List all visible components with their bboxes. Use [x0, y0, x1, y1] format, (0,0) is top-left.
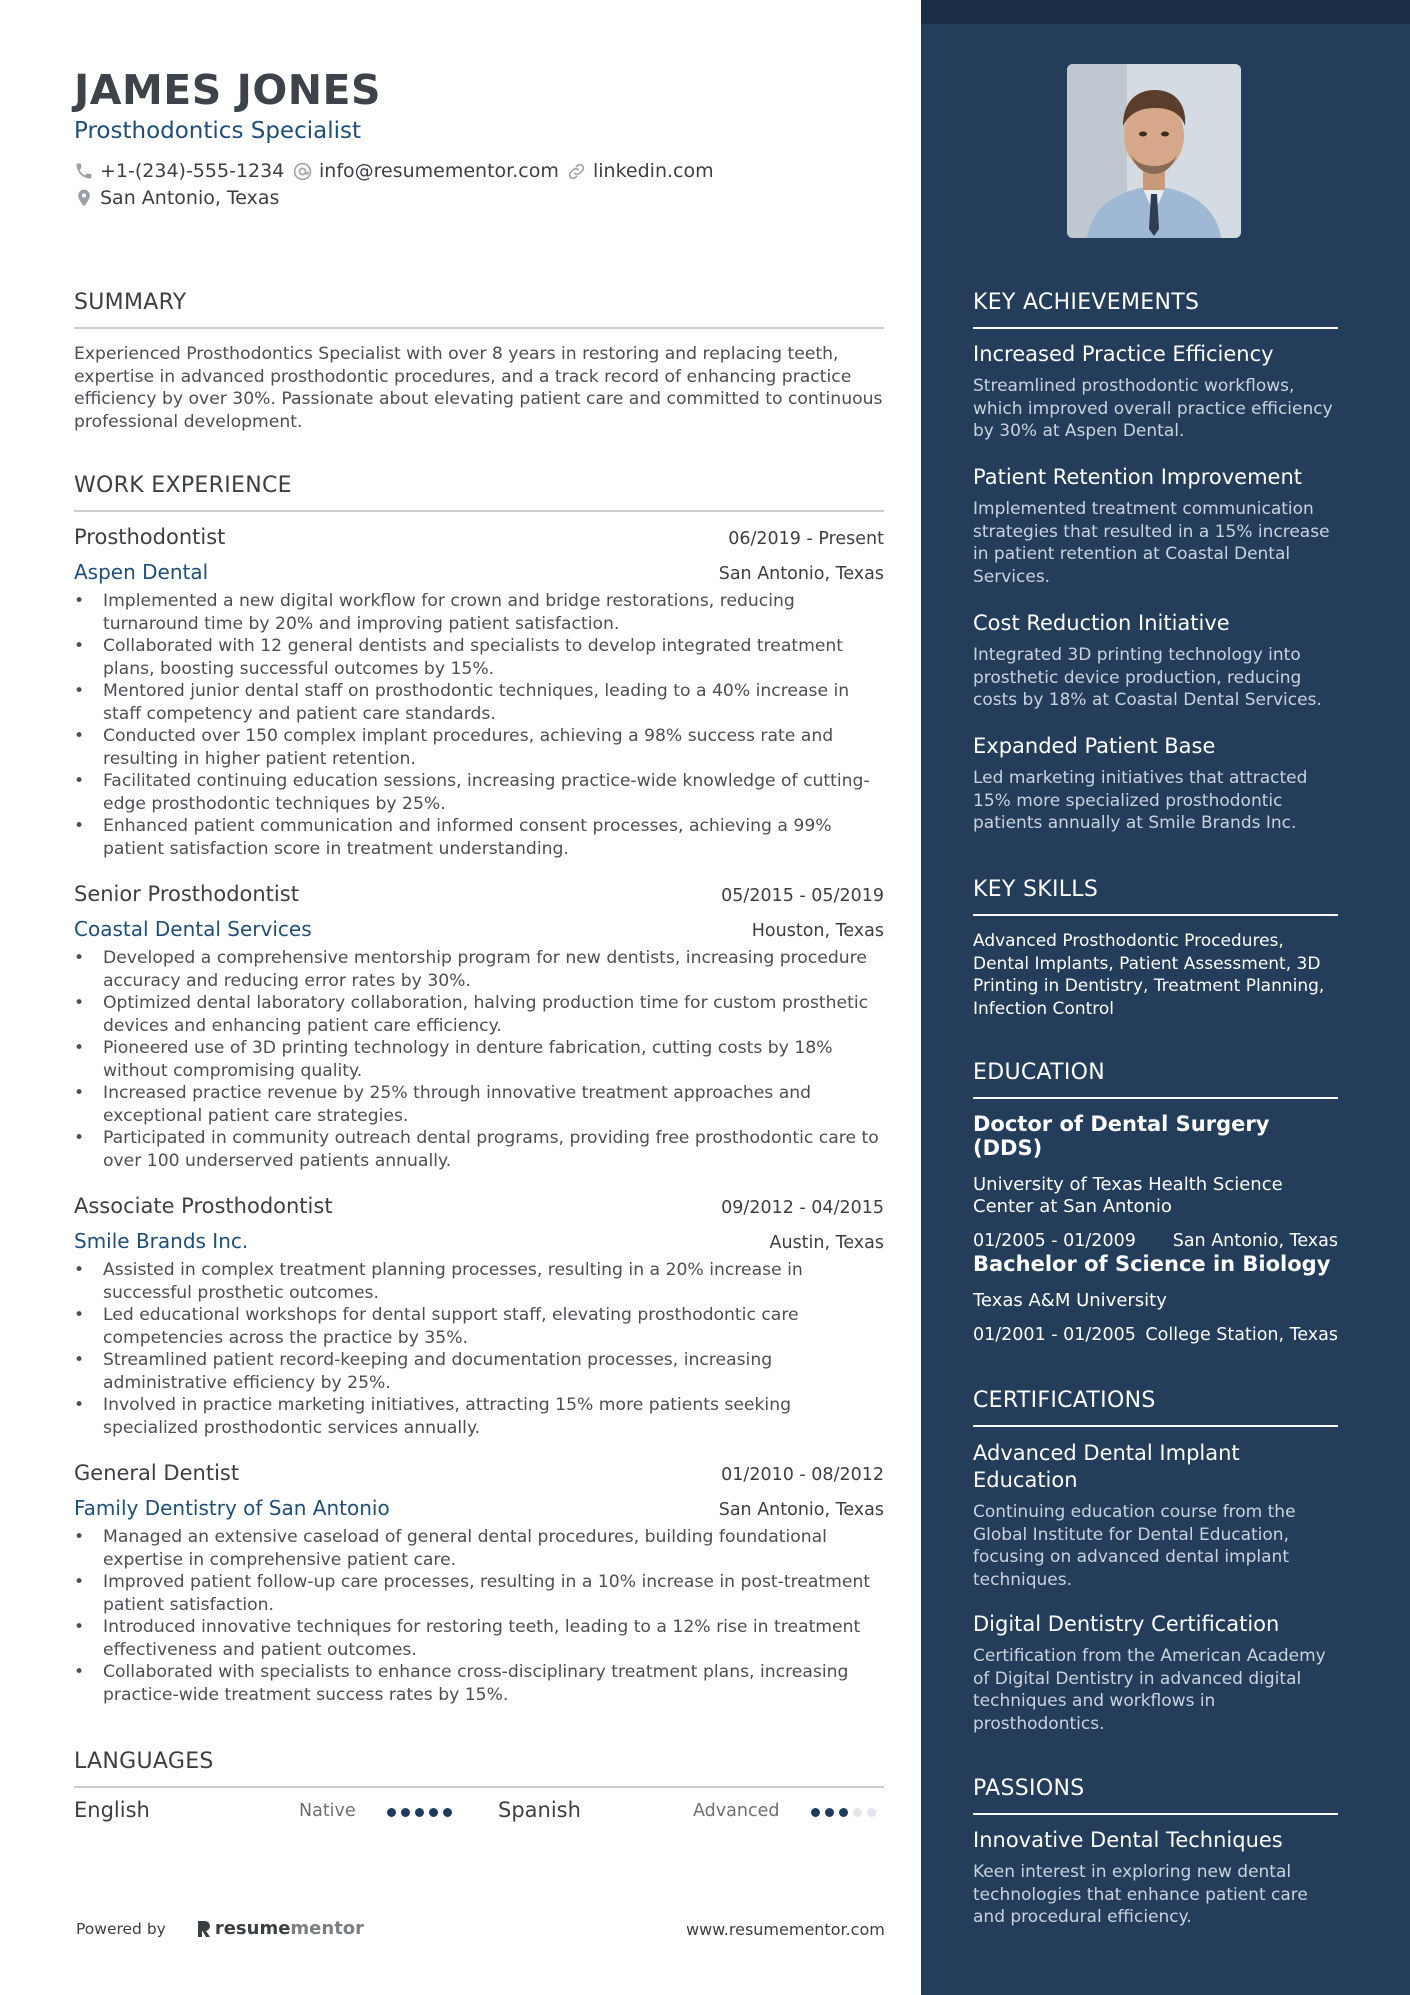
linkedin-text: linkedin.com	[593, 160, 714, 182]
sidebar-top-band	[921, 0, 1410, 24]
job-entry	[74, 1194, 884, 1439]
job-dates: 09/2012 - 04/2015	[721, 1198, 884, 1218]
resumementor-logo[interactable]	[196, 1918, 364, 1939]
education-school: University of Texas Health Science Center at San Antonio	[973, 1174, 1283, 1217]
education-item	[973, 1112, 1338, 1251]
certification-title: Advanced Dental Implant Education	[973, 1441, 1240, 1492]
achievement-title: Expanded Patient Base	[973, 734, 1216, 758]
job-company: Coastal Dental Services	[74, 917, 312, 941]
achievement-title: Patient Retention Improvement	[973, 465, 1302, 489]
logo-mark-icon	[196, 1919, 212, 1939]
contact-linkedin[interactable]	[566, 160, 714, 182]
achievement-item	[973, 341, 1338, 443]
achievement-item	[973, 610, 1338, 712]
achievement-title: Cost Reduction Initiative	[973, 611, 1230, 635]
phone-text: +1-(234)-555-1234	[100, 160, 285, 182]
education-degree: Doctor of Dental Surgery (DDS)	[973, 1112, 1270, 1160]
job-title: Prosthodontist	[74, 525, 226, 549]
passion-desc: Keen interest in exploring new dental technologies that enhance patient care and procedural efficiency.	[973, 1862, 1308, 1927]
job-dates: 05/2015 - 05/2019	[721, 886, 884, 906]
footer-powered	[76, 1918, 364, 1939]
bullet-item: • Assisted in complex treatment planning processes, resulting in a 20% increase in successful prosthetic outcomes.	[74, 1259, 884, 1304]
rating-dot-filled	[429, 1808, 438, 1817]
job-dates: 06/2019 - Present	[728, 529, 884, 549]
language-name: English	[74, 1798, 150, 1822]
bullet-item: • Managed an extensive caseload of general dental procedures, building foundational expertise in comprehensive patient care.	[74, 1526, 884, 1571]
location-text: San Antonio, Texas	[100, 187, 280, 209]
bullet-item: • Increased practice revenue by 25% through innovative treatment approaches and exceptional patient care strategies.	[74, 1082, 884, 1127]
rating-dot-filled	[387, 1808, 396, 1817]
bullet-item: • Enhanced patient communication and informed consent processes, achieving a 99% patient satisfaction score in treatment understanding.	[74, 815, 884, 860]
at-icon	[292, 161, 313, 182]
languages-heading: LANGUAGES	[74, 1749, 884, 1788]
achievements-heading: KEY ACHIEVEMENTS	[973, 290, 1338, 329]
achievement-desc: Implemented treatment communication strategies that resulted in a 15% increase in patient retention at Coastal Dental Services.	[973, 499, 1330, 587]
job-company: Smile Brands Inc.	[74, 1229, 249, 1253]
job-location: Houston, Texas	[751, 921, 884, 941]
bullet-item: • Streamlined patient record-keeping and documentation processes, increasing administrative efficiency by 25%.	[74, 1349, 884, 1394]
education-dates: 01/2001 - 01/2005	[973, 1325, 1136, 1345]
bullet-item: • Facilitated continuing education sessions, increasing practice-wide knowledge of cutting-edge prosthodontic techniques by 25%.	[74, 770, 884, 815]
achievement-item	[973, 733, 1338, 835]
certification-title: Digital Dentistry Certification	[973, 1612, 1280, 1636]
job-bullets	[74, 1526, 884, 1706]
achievement-desc: Integrated 3D printing technology into prosthetic device production, reducing costs by 18% at Coastal Dental Services.	[973, 645, 1322, 710]
language-rating	[811, 1808, 876, 1817]
job-company: Family Dentistry of San Antonio	[74, 1496, 390, 1520]
education-school: Texas A&M University	[973, 1290, 1167, 1311]
bullet-item: • Developed a comprehensive mentorship program for new dentists, increasing procedure accuracy and reducing error rates by 30%.	[74, 947, 884, 992]
bullet-item: • Collaborated with specialists to enhance cross-disciplinary treatment plans, increasing practice-wide treatment success rates by 15%.	[74, 1661, 884, 1706]
bullet-item: • Led educational workshops for dental support staff, elevating prosthodontic care competencies across the practice by 35%.	[74, 1304, 884, 1349]
rating-dot-filled	[443, 1808, 452, 1817]
job-location: Austin, Texas	[769, 1233, 884, 1253]
certification-desc: Certification from the American Academy of Digital Dentistry in advanced digital techniques and workflows in prosthodontics.	[973, 1646, 1326, 1734]
bullet-item: • Mentored junior dental staff on prosthodontic techniques, leading to a 40% increase in staff competency and patient care standards.	[74, 680, 884, 725]
job-title: General Dentist	[74, 1461, 240, 1485]
achievement-title: Increased Practice Efficiency	[973, 342, 1274, 366]
location-pin-icon	[74, 187, 94, 209]
job-bullets	[74, 1259, 884, 1439]
contact-location	[74, 187, 279, 209]
link-icon	[566, 161, 587, 182]
brand-part-mentor: mentor	[290, 1918, 365, 1939]
job-company: Aspen Dental	[74, 560, 209, 584]
passion-title: Innovative Dental Techniques	[973, 1828, 1283, 1852]
job-entry	[74, 1461, 884, 1706]
certification-desc: Continuing education course from the Global Institute for Dental Education, focusing on advanced dental implant techniques.	[973, 1502, 1296, 1590]
achievement-desc: Led marketing initiatives that attracted 15% more specialized prosthodontic patients annually at Smile Brands Inc.	[973, 768, 1308, 833]
job-title: Senior Prosthodontist	[74, 882, 299, 906]
rating-dot-empty	[853, 1808, 862, 1817]
language-level: Advanced	[693, 1801, 780, 1821]
bullet-item: • Improved patient follow-up care processes, resulting in a 10% increase in post-treatment patient satisfaction.	[74, 1571, 884, 1616]
certification-item	[973, 1611, 1338, 1735]
education-location: San Antonio, Texas	[1172, 1231, 1338, 1251]
skills-heading: KEY SKILLS	[973, 877, 1338, 916]
bullet-item: • Pioneered use of 3D printing technology in denture fabrication, cutting costs by 18% without compromising quality.	[74, 1037, 884, 1082]
education-degree: Bachelor of Science in Biology	[973, 1252, 1331, 1276]
languages-row	[74, 1798, 884, 1828]
email-text: info@resumementor.com	[319, 160, 559, 182]
passions-heading: PASSIONS	[973, 1776, 1338, 1815]
education-item	[973, 1252, 1338, 1345]
job-location: San Antonio, Texas	[718, 564, 884, 584]
contact-phone	[74, 160, 284, 182]
candidate-name: JAMES JONES	[74, 66, 382, 114]
rating-dot-filled	[825, 1808, 834, 1817]
footer-website[interactable]: www.resumementor.com	[686, 1920, 885, 1939]
certifications-heading: CERTIFICATIONS	[973, 1388, 1338, 1427]
rating-dot-filled	[401, 1808, 410, 1817]
bullet-item: • Optimized dental laboratory collaboration, halving production time for custom prosthetic devices and enhancing patient care efficiency.	[74, 992, 884, 1037]
education-dates: 01/2005 - 01/2009	[973, 1231, 1136, 1251]
achievement-desc: Streamlined prosthodontic workflows, which improved overall practice efficiency by 30% at Aspen Dental.	[973, 376, 1333, 441]
summary-heading: SUMMARY	[74, 290, 884, 329]
job-entry	[74, 882, 884, 1172]
education-heading: EDUCATION	[973, 1060, 1338, 1099]
language-rating	[387, 1808, 452, 1817]
experience-heading: WORK EXPERIENCE	[74, 473, 884, 512]
bullet-item: • Implemented a new digital workflow for crown and bridge restorations, reducing turnaround time by 20% and improving patient satisfaction.	[74, 590, 884, 635]
profile-photo	[1067, 64, 1241, 238]
language-name: Spanish	[498, 1798, 581, 1822]
bullet-item: • Involved in practice marketing initiatives, attracting 15% more patients seeking specialized prosthodontic services annually.	[74, 1394, 884, 1439]
profile-portrait-icon	[1067, 64, 1241, 238]
job-location: San Antonio, Texas	[718, 1500, 884, 1520]
powered-by-label: Powered by	[76, 1919, 166, 1938]
bullet-item: • Conducted over 150 complex implant procedures, achieving a 98% success rate and resulting in higher patient retention.	[74, 725, 884, 770]
candidate-role: Prosthodontics Specialist	[74, 118, 361, 144]
rating-dot-empty	[867, 1808, 876, 1817]
rating-dot-filled	[839, 1808, 848, 1817]
brand-part-resume: resume	[214, 1918, 291, 1939]
summary-text: Experienced Prosthodontics Specialist with over 8 years in restoring and replacing teeth, expertise in advanced prosthodontic procedures, and a track record of enhancing practice efficiency by over 30%. Passionate about elevating patient care and committed to continuous professional development.	[74, 344, 883, 432]
bullet-item: • Collaborated with 12 general dentists and specialists to develop integrated treatment plans, boosting successful outcomes by 15%.	[74, 635, 884, 680]
bullet-item: • Introduced innovative techniques for restoring teeth, leading to a 12% rise in treatment effectiveness and patient outcomes.	[74, 1616, 884, 1661]
education-location: College Station, Texas	[1145, 1325, 1338, 1345]
rating-dot-filled	[811, 1808, 820, 1817]
job-dates: 01/2010 - 08/2012	[721, 1465, 884, 1485]
achievement-item	[973, 464, 1338, 588]
job-entry	[74, 525, 884, 860]
phone-icon	[74, 161, 94, 181]
job-title: Associate Prosthodontist	[74, 1194, 333, 1218]
certification-item	[973, 1440, 1338, 1591]
language-level: Native	[299, 1801, 356, 1821]
skills-text: Advanced Prosthodontic Procedures, Dental Implants, Patient Assessment, 3D Printing in Dentistry, Treatment Planning, Infection Control	[973, 931, 1325, 1019]
bullet-item: • Participated in community outreach dental programs, providing free prosthodontic care to over 100 underserved patients annually.	[74, 1127, 884, 1172]
contact-email[interactable]	[292, 160, 559, 182]
job-bullets	[74, 947, 884, 1172]
passion-item	[973, 1827, 1338, 1929]
job-bullets	[74, 590, 884, 860]
rating-dot-filled	[415, 1808, 424, 1817]
sidebar	[921, 0, 1410, 1995]
